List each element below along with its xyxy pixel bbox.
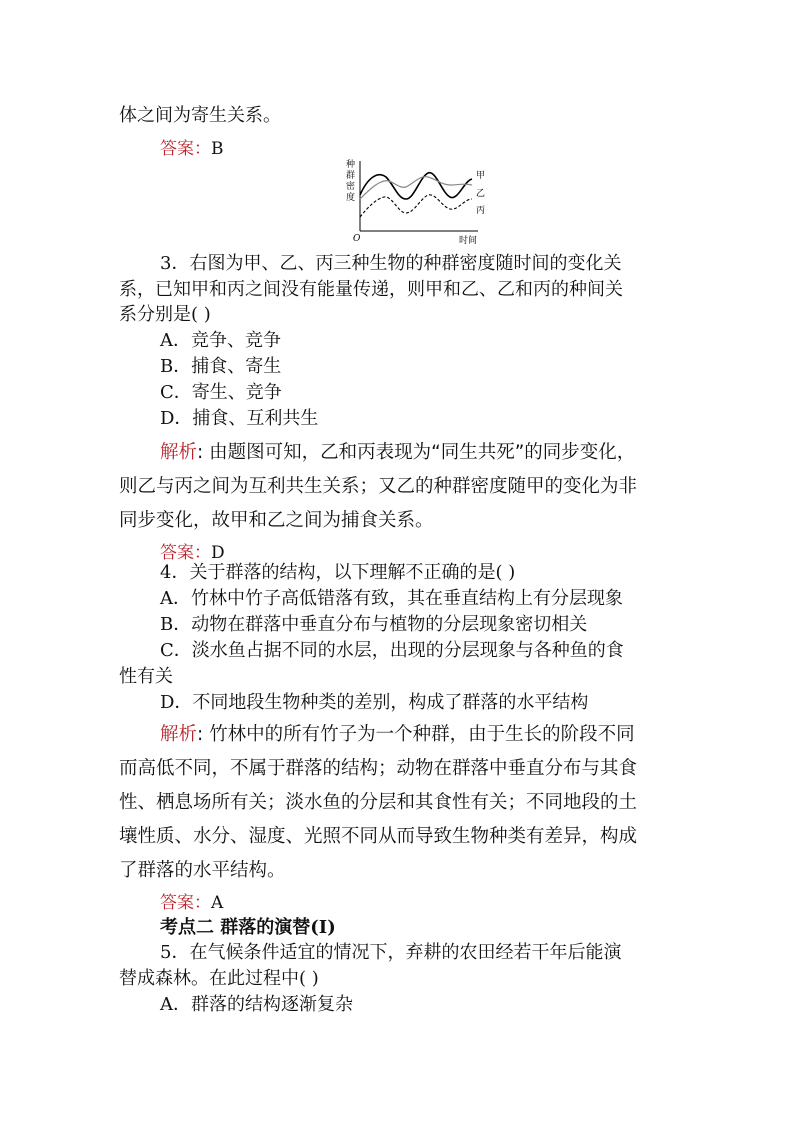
analysis-line: 了群落的水平结构。 (119, 860, 286, 881)
analysis-line: 同步变化，故甲和乙之间为捕食关系。 (119, 510, 434, 531)
q5-line: 替成森林。在此过程中( ) (119, 968, 319, 989)
population-density-figure (340, 155, 500, 247)
section-heading: 考点二 群落的演替(Ⅰ) (160, 917, 336, 938)
q4-option-b: B．动物在群落中垂直分布与植物的分层现象密切相关 (160, 614, 588, 635)
y-axis-label-2: 群 (346, 171, 356, 181)
q4-stem: 4．关于群落的结构，以下理解不正确的是( ) (160, 562, 516, 583)
q3-option-b: B．捕食、寄生 (160, 356, 282, 377)
q4-option-a: A．竹林中竹子高低错落有致，其在垂直结构上有分层现象 (160, 588, 623, 609)
q3-option-c: C．寄生、竞争 (160, 382, 282, 403)
analysis-line (119, 436, 681, 470)
analysis-line: 性、栖息场所有关；淡水鱼的分层和其食性有关；不同地段的土 (119, 792, 638, 813)
q3-line: 3．右图为甲、乙、丙三种生物的种群密度随时间的变化关 (160, 253, 622, 274)
text-line: 体之间为寄生关系。 (119, 105, 281, 126)
y-axis-label-1: 种 (346, 160, 356, 170)
legend-bing: 丙 (476, 206, 486, 216)
q3-line: 系分别是( ) (119, 304, 211, 325)
series-bing-line (360, 195, 472, 217)
analysis-label: 解析 (160, 724, 198, 745)
q4-analysis (119, 718, 681, 888)
answer-line (160, 888, 223, 913)
q5-line: 5．在气候条件适宜的情况下，弃耕的农田经若干年后能演 (160, 942, 622, 963)
y-axis-label-3: 密 (346, 182, 356, 192)
q5-option-a: A．群落的结构逐渐复杂 (160, 994, 353, 1015)
analysis-text: : 竹林中的所有竹子为一个种群，由于生长的阶段不同 (197, 724, 635, 745)
q3-option-d: D．捕食、互利共生 (160, 408, 319, 429)
analysis-line: 壤性质、水分、湿度、光照不同从而导致生物种类有差异，构成 (119, 826, 638, 847)
q4-option-d: D．不同地段生物种类的差别，构成了群落的水平结构 (160, 692, 589, 713)
answer-label: 答案： (160, 893, 211, 913)
legend-yi: 乙 (476, 189, 486, 199)
legend-jia: 甲 (476, 171, 486, 181)
answer-value: A (211, 893, 224, 913)
analysis-line: 而高低不同，不属于群落的结构；动物在群落中垂直分布与其食 (119, 758, 638, 779)
q3-analysis (119, 436, 681, 538)
analysis-line: 则乙与丙之间为互利共生关系；又乙的种群密度随甲的变化为非 (119, 476, 638, 497)
analysis-line (119, 718, 681, 752)
q3-line: 系，已知甲和丙之间没有能量传递，则甲和乙、乙和丙的种间关 (119, 279, 623, 300)
origin-label: O (353, 234, 361, 244)
answer-value: B (211, 139, 224, 159)
q4-option-c-cont: 性有关 (119, 666, 173, 687)
answer-label: 答案： (160, 139, 211, 159)
q4-option-c: C．淡水鱼占据不同的水层，出现的分层现象与各种鱼的食 (160, 640, 624, 661)
answer-value: D (211, 543, 225, 563)
analysis-text: : 由题图可知，乙和丙表现为“同生共死”的同步变化， (197, 442, 636, 463)
answer-label: 答案： (160, 543, 211, 563)
series-jia-line (360, 173, 472, 199)
x-axis-label: 时间 (459, 236, 478, 246)
answer-line (160, 134, 224, 159)
analysis-label: 解析 (160, 442, 198, 463)
y-axis-label-4: 度 (346, 193, 356, 203)
q3-option-a: A．竞争、竞争 (160, 330, 281, 351)
